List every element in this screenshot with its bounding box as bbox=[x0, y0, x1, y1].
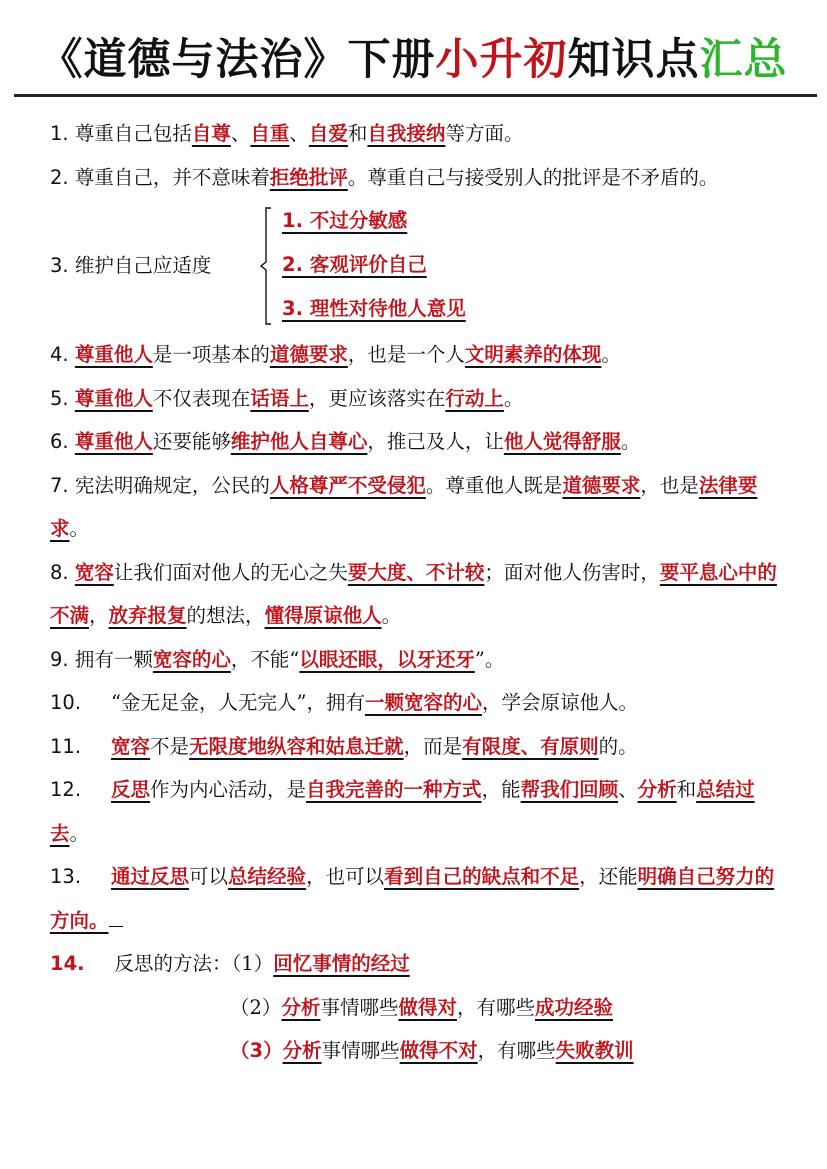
keyword: 道德要求 bbox=[269, 343, 348, 366]
item-number: 9. bbox=[50, 647, 75, 671]
keyword: 放弃报复 bbox=[108, 604, 187, 627]
title-part-1: 《道德与法治》下册 bbox=[39, 35, 436, 85]
keyword: 自我完善的一种方式 bbox=[306, 778, 482, 801]
keyword: 要大度、不计较 bbox=[347, 560, 485, 584]
keyword: 有限度、有原则 bbox=[462, 734, 599, 758]
item-number: 6. bbox=[50, 430, 75, 453]
item-text: 不是 bbox=[150, 734, 190, 758]
item-text: 是一项基本的 bbox=[152, 343, 270, 366]
list-item-5 bbox=[50, 377, 785, 421]
page-title bbox=[0, 30, 827, 90]
item-text: “金无足金，人无完人”，拥有 bbox=[111, 691, 365, 714]
item-number: 1. bbox=[50, 122, 75, 145]
item-text: ，也是一个人 bbox=[347, 343, 465, 366]
keyword: 话语上 bbox=[250, 386, 309, 410]
item-number: 11. bbox=[50, 734, 82, 758]
list-item-12 bbox=[50, 768, 785, 855]
list-item-9 bbox=[50, 638, 785, 682]
keyword: 尊重他人 bbox=[74, 430, 153, 453]
keyword: 人格尊严不受侵犯 bbox=[269, 473, 426, 497]
title-part-2: 小升初 bbox=[435, 35, 568, 85]
keyword: 明确自己努力的方向。 bbox=[50, 865, 775, 932]
item-text: 拥有一颗 bbox=[74, 647, 153, 671]
item-text: 。 bbox=[381, 604, 402, 627]
item-text: 。 bbox=[69, 821, 90, 845]
item-text: 和 bbox=[347, 122, 368, 145]
keyword: 一颗宽容的心 bbox=[364, 691, 482, 714]
keyword: 看到自己的缺点和不足 bbox=[384, 865, 580, 888]
brace-item-3: 3. 理性对待他人意见 bbox=[282, 297, 466, 320]
keyword: 道德要求 bbox=[562, 473, 641, 497]
item-text: 事情哪些 bbox=[321, 1039, 400, 1062]
item-number: 12. bbox=[50, 778, 82, 801]
item-text: 的。 bbox=[598, 734, 638, 758]
keyword: 通过反思 bbox=[111, 865, 190, 888]
item-text: ，更应该落实在 bbox=[308, 386, 446, 410]
item-text: 反思的方法：（1） bbox=[114, 952, 274, 975]
item-text: 可以 bbox=[189, 865, 229, 888]
keyword: 文明素养的体现 bbox=[464, 343, 602, 366]
keyword: 回忆事情的经过 bbox=[273, 952, 410, 975]
list-item-2 bbox=[50, 156, 785, 200]
item-text: 和 bbox=[676, 778, 697, 801]
title-part-4: 汇总 bbox=[699, 35, 788, 85]
keyword: 尊重他人 bbox=[74, 343, 153, 366]
item-text: 等方面。 bbox=[445, 122, 524, 145]
keyword: 他人觉得舒服 bbox=[503, 430, 621, 453]
item-text: 、 bbox=[289, 122, 309, 145]
keyword: 做得不对 bbox=[399, 1039, 478, 1062]
item-text: ，也是 bbox=[640, 473, 699, 497]
keyword: 行动上 bbox=[445, 386, 504, 410]
list-item-3 bbox=[50, 199, 785, 333]
item-text: 。 bbox=[620, 430, 641, 453]
keyword: 自重 bbox=[250, 122, 290, 145]
keyword: 宽容 bbox=[111, 734, 151, 758]
list-item-11 bbox=[50, 725, 785, 769]
keyword: 尊重他人 bbox=[74, 386, 153, 410]
title-divider bbox=[14, 94, 817, 97]
item-text: ，不能“ bbox=[230, 647, 300, 671]
item-text: 宪法明确规定，公民的 bbox=[74, 473, 270, 497]
keyword: 拒绝批评 bbox=[269, 165, 348, 189]
item-text: 。尊重他人既是 bbox=[425, 473, 563, 497]
item-text: 让我们面对他人的无心之失 bbox=[113, 560, 348, 584]
keyword: 分析 bbox=[637, 778, 677, 801]
item-text: 维护自己应适度 bbox=[74, 254, 212, 277]
title-part-3: 知识点 bbox=[567, 35, 700, 85]
item-text: ，有哪些 bbox=[456, 995, 535, 1019]
list-item-4 bbox=[50, 333, 785, 377]
list-item-10 bbox=[50, 681, 785, 725]
keyword: 维护他人自尊心 bbox=[230, 430, 368, 453]
item-text: 还要能够 bbox=[152, 430, 231, 453]
keyword: 自爱 bbox=[308, 122, 348, 145]
item-text: ，有哪些 bbox=[477, 1039, 556, 1062]
list-item-6 bbox=[50, 420, 785, 464]
item-text: 。 bbox=[503, 386, 524, 410]
list-item-1 bbox=[50, 112, 785, 156]
item-text: ，能 bbox=[481, 778, 521, 801]
keyword: 帮我们回顾 bbox=[520, 778, 619, 801]
item-text: 事情哪些 bbox=[320, 995, 399, 1019]
item-text: ，还能 bbox=[579, 865, 638, 888]
item-text: 尊重自己，并不意味着 bbox=[74, 165, 270, 189]
keyword: 自尊 bbox=[191, 122, 231, 145]
item-text: 、 bbox=[230, 122, 251, 145]
keyword: 以眼还眼，以牙还牙 bbox=[299, 647, 475, 671]
item-text: 。尊重自己与接受别人的批评是不矛盾的。 bbox=[347, 165, 719, 189]
item-number: 3. bbox=[50, 254, 75, 277]
list-item-14-sub-2 bbox=[50, 986, 785, 1030]
keyword: 总结经验 bbox=[228, 865, 307, 888]
item-text: ，推己及人，让 bbox=[367, 430, 504, 453]
item-text: 。 bbox=[601, 343, 621, 366]
keyword: 懂得原谅他人 bbox=[264, 604, 382, 627]
item-number: 14. bbox=[50, 952, 85, 975]
item-text: 不仅表现在 bbox=[152, 386, 251, 410]
keyword: 分析 bbox=[281, 995, 321, 1019]
item-number: 10. bbox=[50, 691, 82, 714]
keyword: 总结过去 bbox=[50, 778, 755, 845]
item-text: ，也可以 bbox=[306, 865, 385, 888]
brace-items bbox=[282, 199, 466, 331]
item-number: 4. bbox=[50, 343, 75, 366]
left-brace-icon bbox=[260, 207, 272, 325]
item-number: 7. bbox=[50, 473, 75, 497]
knowledge-list bbox=[50, 112, 785, 1073]
keyword: 法律要求 bbox=[50, 473, 758, 540]
item-text: 、 bbox=[618, 778, 638, 801]
keyword: 成功经验 bbox=[534, 995, 613, 1019]
item-number: 2. bbox=[50, 165, 75, 189]
keyword: 要平息心中的不满 bbox=[50, 560, 777, 627]
item-text: ，学会原谅他人。 bbox=[481, 691, 638, 714]
item-number: 8. bbox=[50, 560, 75, 584]
item-text: ，而是 bbox=[403, 734, 463, 758]
brace-label bbox=[50, 244, 211, 288]
item-text: 。 bbox=[69, 517, 90, 540]
item-text: ， bbox=[89, 604, 109, 627]
keyword: 失败教训 bbox=[555, 1039, 634, 1062]
keyword: 宽容 bbox=[74, 560, 114, 584]
item-text: ”。 bbox=[474, 647, 505, 671]
keyword: 做得对 bbox=[398, 995, 457, 1019]
sub-number: （2） bbox=[230, 995, 282, 1019]
keyword: 宽容的心 bbox=[152, 647, 231, 671]
list-item-8 bbox=[50, 551, 785, 638]
keyword: 反思 bbox=[111, 778, 151, 801]
item-text: 作为内心活动，是 bbox=[150, 778, 307, 801]
item-text: 的想法， bbox=[186, 604, 265, 627]
brace-item-1: 1. 不过分敏感 bbox=[282, 209, 408, 232]
item-number: 5. bbox=[50, 386, 75, 410]
list-item-14-sub-3 bbox=[50, 1029, 785, 1073]
list-item-13 bbox=[50, 855, 785, 942]
list-item-14 bbox=[50, 942, 785, 986]
item-number: 13. bbox=[50, 865, 82, 888]
keyword: 分析 bbox=[282, 1039, 322, 1062]
item-text: 尊重自己包括 bbox=[74, 122, 192, 145]
brace-item-2: 2. 客观评价自己 bbox=[282, 253, 427, 276]
item-text: ；面对他人伤害时， bbox=[484, 560, 660, 584]
keyword: 自我接纳 bbox=[367, 122, 446, 145]
sub-number: （3） bbox=[230, 1039, 283, 1062]
list-item-7 bbox=[50, 464, 785, 551]
keyword: 无限度地纵容和姑息迁就 bbox=[189, 734, 404, 758]
